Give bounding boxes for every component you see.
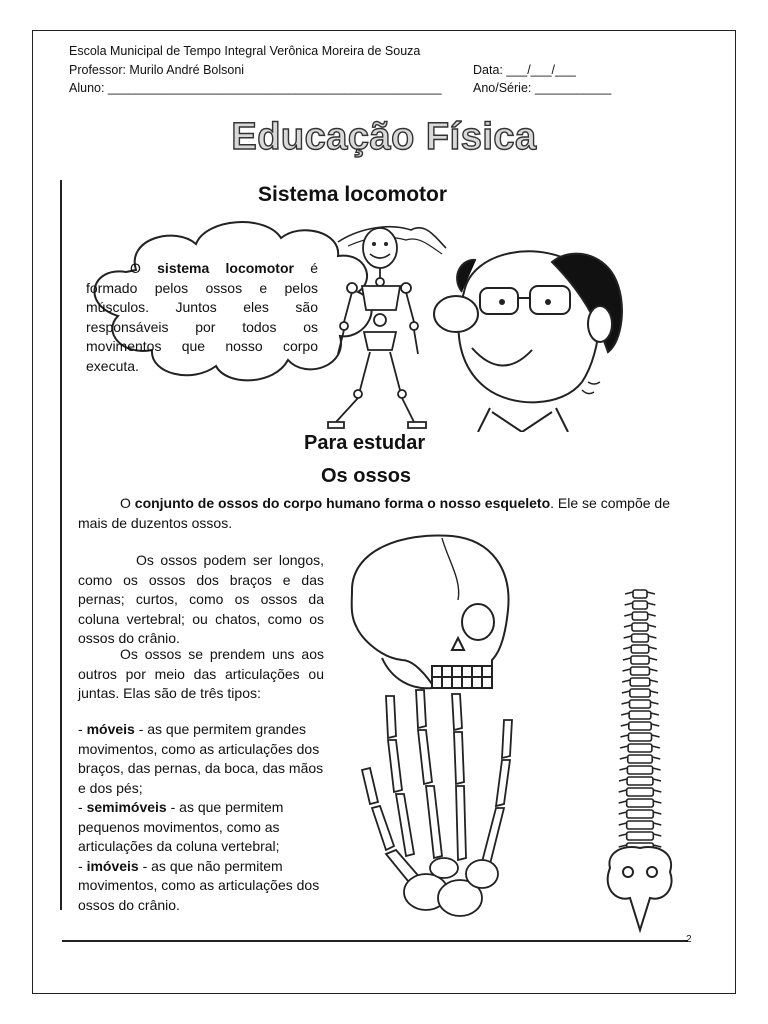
vertebra — [627, 810, 654, 818]
vertebra — [627, 832, 654, 840]
section-heading-bones: Os ossos — [321, 465, 412, 487]
bubble-text: O sistema locomotor é formado pelos ossos e pelos músculos. Juntos eles são responsáveis por todos os movimentos que nosso corpo executa. — [86, 260, 318, 374]
vertebra — [628, 755, 653, 763]
teacher-line: Professor: Murilo André Bolsoni — [69, 63, 245, 77]
vertebra — [631, 667, 650, 675]
vertebra — [630, 700, 651, 708]
vertebra — [631, 656, 649, 664]
vertebra — [627, 799, 654, 807]
grade-field: Ano/Série: ___________ — [473, 81, 612, 95]
bottom-rule — [62, 940, 688, 942]
vertebra — [629, 722, 651, 730]
cartoon-man-icon — [432, 232, 632, 432]
puppet-skeleton-icon — [322, 222, 434, 434]
date-field: Data: ___/___/___ — [473, 63, 576, 77]
joint-type-item: - imóveis - as que não permitem movimentos, como as articulações dos ossos do crânio. — [78, 857, 320, 913]
vertebra — [627, 788, 654, 796]
vertebra — [632, 634, 649, 642]
joints-paragraph: Os ossos se prendem uns aos outros por meio das articulações ou juntas. Elas são de três tipos: — [78, 646, 324, 701]
joint-type-item: - semimóveis - as que permitem pequenos movimentos, como as articulações da coluna vertebral; — [78, 799, 284, 854]
vertebra — [627, 766, 652, 774]
vertebra — [633, 601, 648, 609]
intro-paragraph: O conjunto de ossos do corpo humano forma o nosso esqueleto. Ele se compõe de mais de duzentos ossos. — [78, 495, 671, 531]
vertebra — [627, 821, 654, 829]
joint-type-item: - móveis - as que permitem grandes movimentos, como as articulações dos braços, das pernas, da boca, das mãos e dos pés; — [78, 721, 324, 796]
school-name: Escola Municipal de Tempo Integral Verônica Moreira de Souza — [69, 44, 421, 58]
vertebra — [628, 733, 651, 741]
bones-types-paragraph: Os ossos podem ser longos, como os ossos dos braços e das pernas; curtos, como os ossos da coluna vertebral; ou chatos, como os ossos do crânio. — [78, 552, 324, 646]
vertebra — [633, 590, 647, 598]
spine-icon — [598, 582, 682, 938]
joint-types-list — [78, 720, 326, 915]
vertebra — [628, 744, 652, 752]
student-field: Aluno: ________________________________________________ — [69, 81, 442, 95]
page-title: Educação Física — [231, 116, 537, 158]
skull-icon — [342, 530, 522, 698]
vertebra — [630, 689, 650, 697]
vertebra — [632, 623, 648, 631]
vertebra — [631, 645, 649, 653]
vertebra — [627, 777, 653, 785]
left-rule — [60, 180, 62, 910]
vertebra — [632, 612, 647, 620]
vertebra — [629, 711, 651, 719]
section-heading-study: Para estudar — [304, 432, 426, 454]
hand-skeleton-icon — [356, 686, 526, 932]
page-number: 2 — [686, 934, 692, 945]
section-heading-locomotor: Sistema locomotor — [258, 183, 448, 206]
vertebra — [630, 678, 650, 686]
